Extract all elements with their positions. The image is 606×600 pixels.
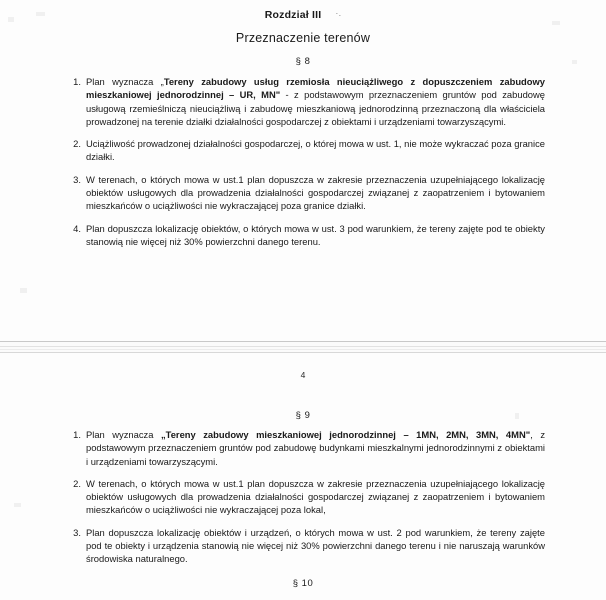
scan-artifact-mark: ·. xyxy=(335,8,342,18)
clause-text xyxy=(86,76,545,127)
chapter-heading xyxy=(0,0,606,21)
clause-number: 2. xyxy=(73,138,81,150)
clause-bold-designation: Tereny zabudowy usług rzemiosła nieuciążliwego z dopuszczeniem zabudowy mieszkaniowej jednorodzinnej – UR, MN" xyxy=(86,76,546,101)
document-page-two xyxy=(0,353,606,600)
clause-rest-text: - z podstawowym przeznaczeniem gruntów pod zabudowę usługową rzemieślniczą nieuciążliwą i zabudowę mieszkaniową jednorodzinną przeznaczoną dla właściciela prowadzonej na terenie działki działalności gospodarczej z obiektami i urządzeniami towarzyszącymi. xyxy=(86,89,545,127)
list-item xyxy=(63,137,545,164)
page-separator-line xyxy=(0,349,606,350)
clause-list-container-page-two xyxy=(0,428,606,566)
list-item xyxy=(63,75,545,128)
clause-number: 1. xyxy=(73,76,81,87)
list-item xyxy=(63,428,545,468)
scan-speckle xyxy=(20,288,27,293)
list-item xyxy=(63,526,545,566)
clause-number: 1. xyxy=(73,429,81,440)
paragraph-symbol-9: § 9 xyxy=(295,410,311,421)
clause-number: 4. xyxy=(73,222,81,234)
paragraph-symbol-10: § 10 xyxy=(292,577,314,589)
list-item xyxy=(63,477,545,517)
clause-list xyxy=(63,428,545,566)
clause-number: 3. xyxy=(73,173,81,185)
list-item xyxy=(63,173,545,213)
quote-open-mark: „ xyxy=(160,429,166,440)
section-title: Przeznaczenie terenów xyxy=(235,31,371,45)
clause-text: Uciążliwość prowadzonej działalności gospodarczej, o której mowa w ust. 1, nie może wykraczać poza granice działki. xyxy=(86,138,545,163)
clause-list-container-page-one xyxy=(0,75,606,248)
clause-text: W terenach, o których mowa w ust.1 plan dopuszcza w zakresie przeznaczenia uzupełniającego lokalizację obiektów usługowych dla prowadzenia działalności gospodarczej związanej z zaopatrzeniem i bytowaniem mieszkańców o uciążliwości nie wykraczającej poza granice działki. xyxy=(86,173,545,212)
clause-number: 2. xyxy=(73,477,81,489)
clause-bold-designation: Tereny zabudowy mieszkaniowej jednorodzinnej – 1MN, 2MN, 3MN, 4MN" xyxy=(165,429,531,440)
clause-rest-text: , z podstawowym przeznaczeniem gruntów pod zabudowę budynkami mieszkalnymi jednorodzinnymi z obiektami i urządzeniami towarzyszącymi. xyxy=(86,429,546,467)
page-separator-line xyxy=(0,346,606,347)
clause-number: 3. xyxy=(73,526,81,538)
chapter-heading-text: Rozdział III xyxy=(264,9,322,21)
paragraph-symbol-8: § 8 xyxy=(295,56,311,67)
page-number: 4 xyxy=(300,370,306,380)
list-item xyxy=(63,222,545,249)
quote-open-mark: „ xyxy=(153,76,164,87)
clause-text: Plan dopuszcza lokalizację obiektów, o których mowa w ust. 3 pod warunkiem, że tereny zajęte pod te obiekty stanowią nie więcej niż 30% powierzchni danego terenu. xyxy=(86,222,545,247)
clause-text: W terenach, o których mowa w ust.1 plan dopuszcza w zakresie przeznaczenia uzupełniającego lokalizację obiektów usługowych dla prowadzenia działalności gospodarczej związanej z zaopatrzeniem i bytowaniem mieszkańców o uciążliwości nie wykraczającej poza lokal, xyxy=(86,477,545,516)
clause-text xyxy=(86,429,545,467)
page-separator xyxy=(0,341,606,353)
clause-list xyxy=(63,75,545,248)
clause-text: Plan dopuszcza lokalizację obiektów i urządzeń, o których mowa w ust. 2 pod warunkiem, że tereny zajęte pod te obiekty i urządzenia stanowią nie więcej niż 30% powierzchni danego terenu i nie naruszają warunków środowiska naturalnego. xyxy=(86,526,545,565)
clause-lead-text: Plan wyznacza xyxy=(86,429,161,440)
clause-lead-text: Plan wyznacza xyxy=(86,76,154,87)
